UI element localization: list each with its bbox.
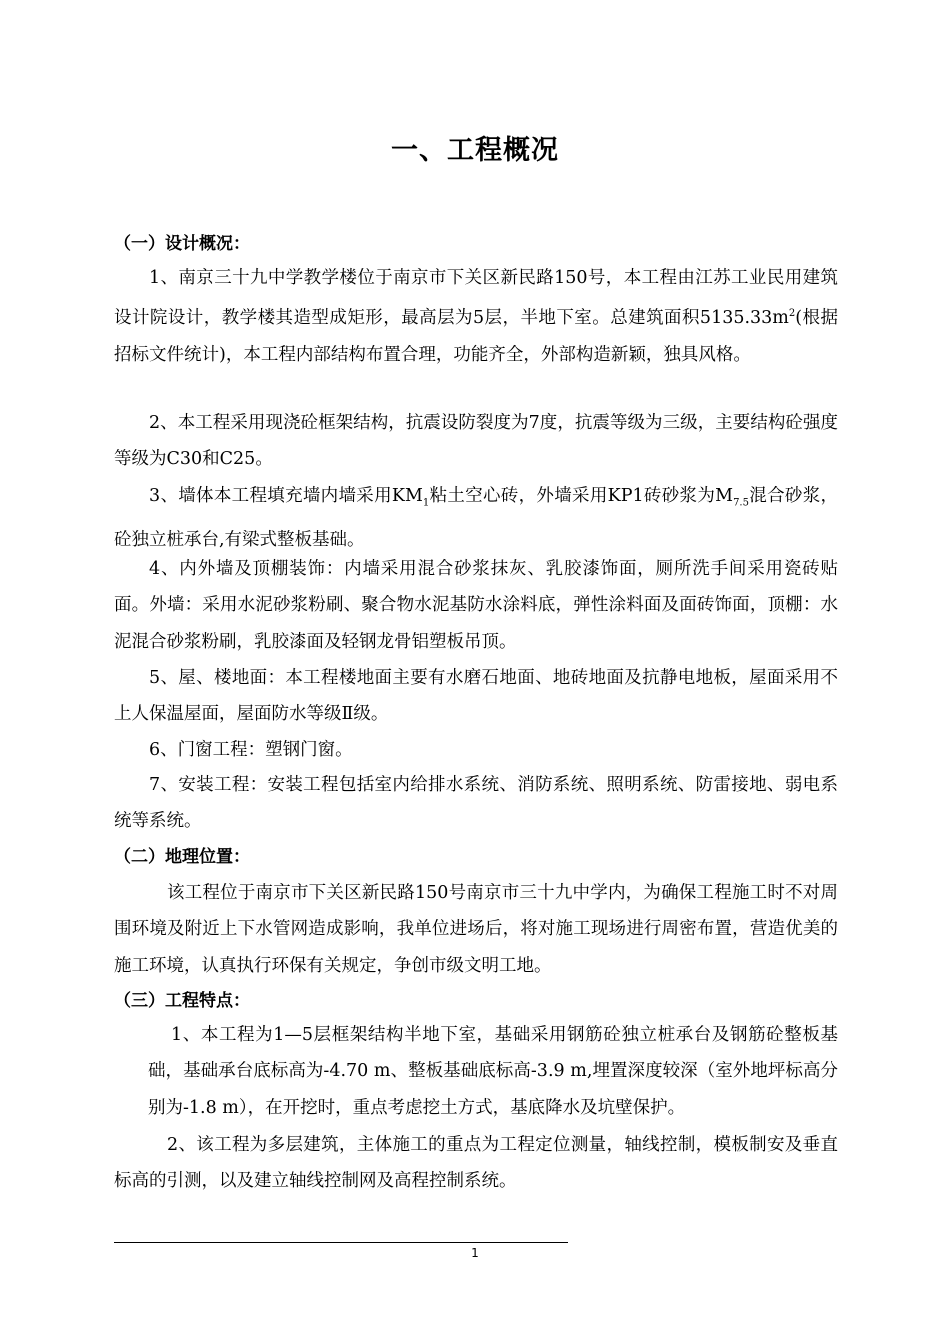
mortar-grade-subscript: 7.5 [733, 497, 749, 509]
page-title: 一、工程概况 [391, 135, 559, 166]
design-p1-text-cont: (根据招标文件统计)，本工程内部结构布置合理，功能齐全，外部构造新颖，独具风格。 [114, 308, 839, 365]
design-paragraph-2: 2、本工程采用现浇砼框架结构，抗震设防裂度为7度，抗震等级为三级，主要结构砼强度等级为C30和C25。 [114, 413, 838, 470]
area-unit-superscript: 2 [788, 308, 796, 320]
footer-divider [114, 1242, 568, 1243]
section-heading-features: （三）工程特点： [114, 991, 250, 1011]
design-p3-text-a: 3、墙体本工程填充墙内墙采用KM [149, 486, 423, 506]
page-number: 1 [471, 1246, 479, 1260]
section-heading-design: （一）设计概况： [114, 234, 250, 254]
design-paragraph-4: 4、内外墙及顶棚装饰：内墙采用混合砂浆抹灰、乳胶漆饰面，厕所洗手间采用瓷砖贴面。外墙：采用水泥砂浆粉刷、聚合物水泥基防水涂料底，弹性涂料面及面砖饰面，顶棚：水泥混合砂浆粉刷，乳胶漆面及轻钢龙骨铝塑板吊顶。 [114, 559, 838, 652]
design-paragraph-7: 7、安装工程：安装工程包括室内给排水系统、消防系统、照明系统、防雷接地、弱电系统等系统。 [114, 775, 838, 832]
design-p3-text-b: 粘土空心砖，外墙采用KP1砖砂浆为M [429, 486, 734, 506]
features-paragraph-1: 1、本工程为1—5层框架结构半地下室，基础采用钢筋砼独立桩承台及钢筋砼整板基础，基础承台底标高为-4.70 m、整板基础底标高-3.9 m,埋置深度较深（室外地坪标高分别为-1.8 m），在开挖时，重点考虑挖土方式，基底降水及坑壁保护。 [148, 1025, 838, 1118]
design-paragraph-5: 5、屋、楼地面：本工程楼地面主要有水磨石地面、地砖地面及抗静电地板，屋面采用不上人保温屋面，屋面防水等级Ⅱ级。 [114, 668, 838, 725]
location-paragraph-1: 该工程位于南京市下关区新民路150号南京市三十九中学内，为确保工程施工时不对周围环境及附近上下水管网造成影响，我单位进场后，将对施工现场进行周密布置，营造优美的施工环境，认真执行环保有关规定，争创市级文明工地。 [114, 883, 838, 976]
design-paragraph-6: 6、门窗工程：塑钢门窗。 [149, 740, 353, 760]
design-paragraph-1 [114, 260, 838, 373]
design-p1-text: 1、南京三十九中学教学楼位于南京市下关区新民路150号，本工程由江苏工业民用建筑设计院设计，教学楼其造型成矩形，最高层为5层，半地下室。总建筑面积5135.33m [114, 268, 838, 329]
km-subscript: 1 [422, 497, 430, 509]
section-heading-location: （二）地理位置： [114, 847, 250, 867]
features-paragraph-2: 2、该工程为多层建筑，主体施工的重点为工程定位测量，轴线控制，模板制安及垂直标高的引测，以及建立轴线控制网及高程控制系统。 [114, 1135, 838, 1192]
design-p3-text-c: 混合砂浆，砼独立桩承台,有梁式整板基础。 [114, 486, 838, 550]
design-paragraph-3 [114, 478, 838, 558]
